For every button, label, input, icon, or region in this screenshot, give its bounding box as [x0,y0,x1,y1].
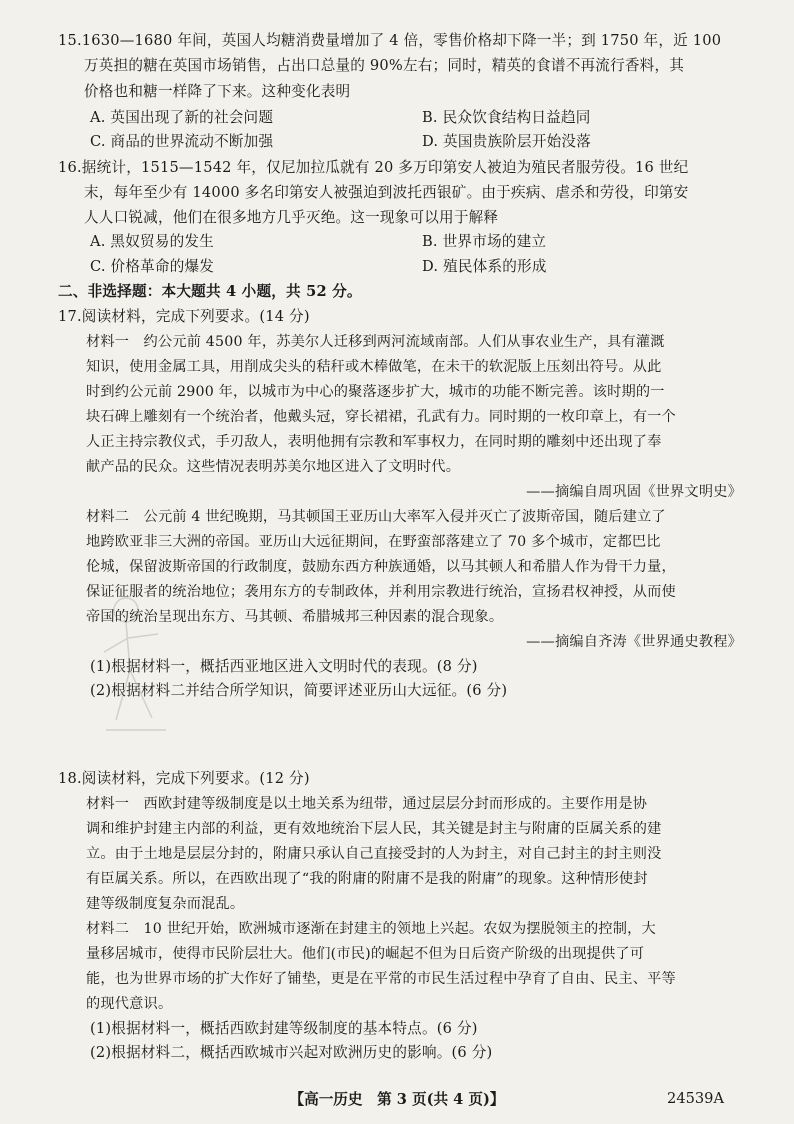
q17-material1-line-6: 献产品的民众。这些情况表明苏美尔地区进入了文明时代。 [86,459,461,475]
exam-code: 24539A [667,1090,724,1107]
q18-material1-line-4: 有臣属关系。所以，在西欧出现了“我的附庸的附庸不是我的附庸”的现象。这种情形使封 [86,871,648,887]
q17-material1-line-5: 人正主持宗教仪式，手刃敌人，表明他拥有宗教和军事权力，在同时期的雕刻中还出现了奉 [86,434,662,450]
q15-line-1: 15.1630—1680 年间，英国人均糖消费量增加了 4 倍，零售价格却下降一半；到 1750 年，近 100 [58,32,722,49]
q18-subquestion-1: (1)根据材料一，概括西欧封建等级制度的基本特点。(6 分) [90,1020,478,1037]
q17-material1-line-3: 时到约公元前 2900 年，以城市为中心的聚落逐步扩大，城市的功能不断完善。该时期的一 [86,384,665,400]
q17-title: 17.阅读材料，完成下列要求。(14 分) [58,308,310,325]
bleed-through-figure [96,590,186,740]
q16-line-1: 16.据统计，1515—1542 年，仅尼加拉瓜就有 20 多万印第安人被迫为殖民者服劳役。16 世纪 [58,159,689,176]
q18-material1-line-5: 建等级制度复杂而混乱。 [86,896,245,912]
q15-option-b: B. 民众饮食结构日益趋同 [422,109,591,126]
q17-subquestion-1: (1)根据材料一，概括西亚地区进入文明时代的表现。(8 分) [90,658,478,675]
q18-subquestion-2: (2)根据材料二，概括西欧城市兴起对欧洲历史的影响。(6 分) [90,1044,493,1061]
q16-option-a: A. 黑奴贸易的发生 [90,233,214,250]
q17-material2-line-5: 帝国的统治呈现出东方、马其顿、希腊城邦三种因素的混合现象。 [86,609,504,625]
q18-material2-line-1: 材料二 10 世纪开始，欧洲城市逐渐在封建主的领地上兴起。农奴为摆脱领主的控制，大 [86,921,656,937]
page-footer: 【高一历史 第 3 页(共 4 页)】 [289,1091,505,1108]
q15-option-a: A. 英国出现了新的社会问题 [90,109,274,126]
q18-material1-line-1: 材料一 西欧封建等级制度是以土地关系为纽带，通过层层分封而形成的。主要作用是协 [86,796,648,812]
q16-option-d: D. 殖民体系的形成 [422,258,547,275]
q16-line-3: 人人口锐减，他们在很多地方几乎灭绝。这一现象可以用于解释 [84,209,499,226]
q16-line-2: 末，每年至少有 14000 多名印第安人被强迫到波托西银矿。由于疾病、虐杀和劳役，印第安 [84,184,689,201]
q16-option-b: B. 世界市场的建立 [422,233,547,250]
q17-source-2: ——摘编自齐涛《世界通史教程》 [526,634,742,650]
q18-title: 18.阅读材料，完成下列要求。(12 分) [58,770,310,787]
q15-option-d: D. 英国贵族阶层开始没落 [422,133,591,150]
q17-material2-line-3: 伦城，保留波斯帝国的行政制度，鼓励东西方种族通婚，以马其顿人和希腊人作为骨干力量， [86,559,676,575]
q15-option-c: C. 商品的世界流动不断加强 [90,133,274,150]
q18-material2-line-3: 能，也为世界市场的扩大作好了铺垫，更是在平常的市民生活过程中孕育了自由、民主、平等 [86,971,676,987]
q15-line-3: 价格也和糖一样降了下来。这种变化表明 [84,83,351,100]
q17-material1-line-4: 块石碑上雕刻有一个统治者，他戴头冠，穿长裙裙，孔武有力。同时期的一枚印章上，有一个 [86,409,676,425]
q17-material2-line-1: 材料二 公元前 4 世纪晚期，马其顿国王亚历山大率军入侵并灭亡了波斯帝国，随后建立了 [86,509,666,525]
q18-material2-line-2: 量移居城市，使得市民阶层壮大。他们(市民)的崛起不但为日后资产阶级的出现提供了可 [86,946,645,962]
q18-material1-line-3: 立。由于土地是层层分封的，附庸只承认自己直接受封的人为封主，对自己封主的封主则没 [86,846,662,862]
q17-material1-line-2: 知识，使用金属工具，用削成尖头的秸秆或木棒做笔，在未干的软泥版上压刻出符号。从此 [86,359,662,375]
q18-material2-line-4: 的现代意识。 [86,996,173,1012]
q18-material1-line-2: 调和维护封建主内部的利益，更有效地统治下层人民，其关键是封主与附庸的臣属关系的建 [86,821,662,837]
section-2-heading: 二、非选择题：本大题共 4 小题，共 52 分。 [58,283,362,300]
q17-subquestion-2: (2)根据材料二并结合所学知识，简要评述亚历山大远征。(6 分) [90,682,508,699]
q17-material2-line-2: 地跨欧亚非三大洲的帝国。亚历山大远征期间，在野蛮部落建立了 70 多个城市，定都巴比 [86,534,661,550]
q16-option-c: C. 价格革命的爆发 [90,258,215,275]
q17-source-1: ——摘编自周巩固《世界文明史》 [526,484,742,500]
q17-material2-line-4: 保证征服者的统治地位；袭用东方的专制政体，并利用宗教进行统治，宣扬君权神授，从而使 [86,584,676,600]
q15-line-2: 万英担的糖在英国市场销售，占出口总量的 90%左右；同时，精英的食谱不再流行香料，其 [84,57,685,74]
q17-material1-line-1: 材料一 约公元前 4500 年，苏美尔人迁移到两河流域南部。人们从事农业生产，具有灌溉 [86,334,665,350]
